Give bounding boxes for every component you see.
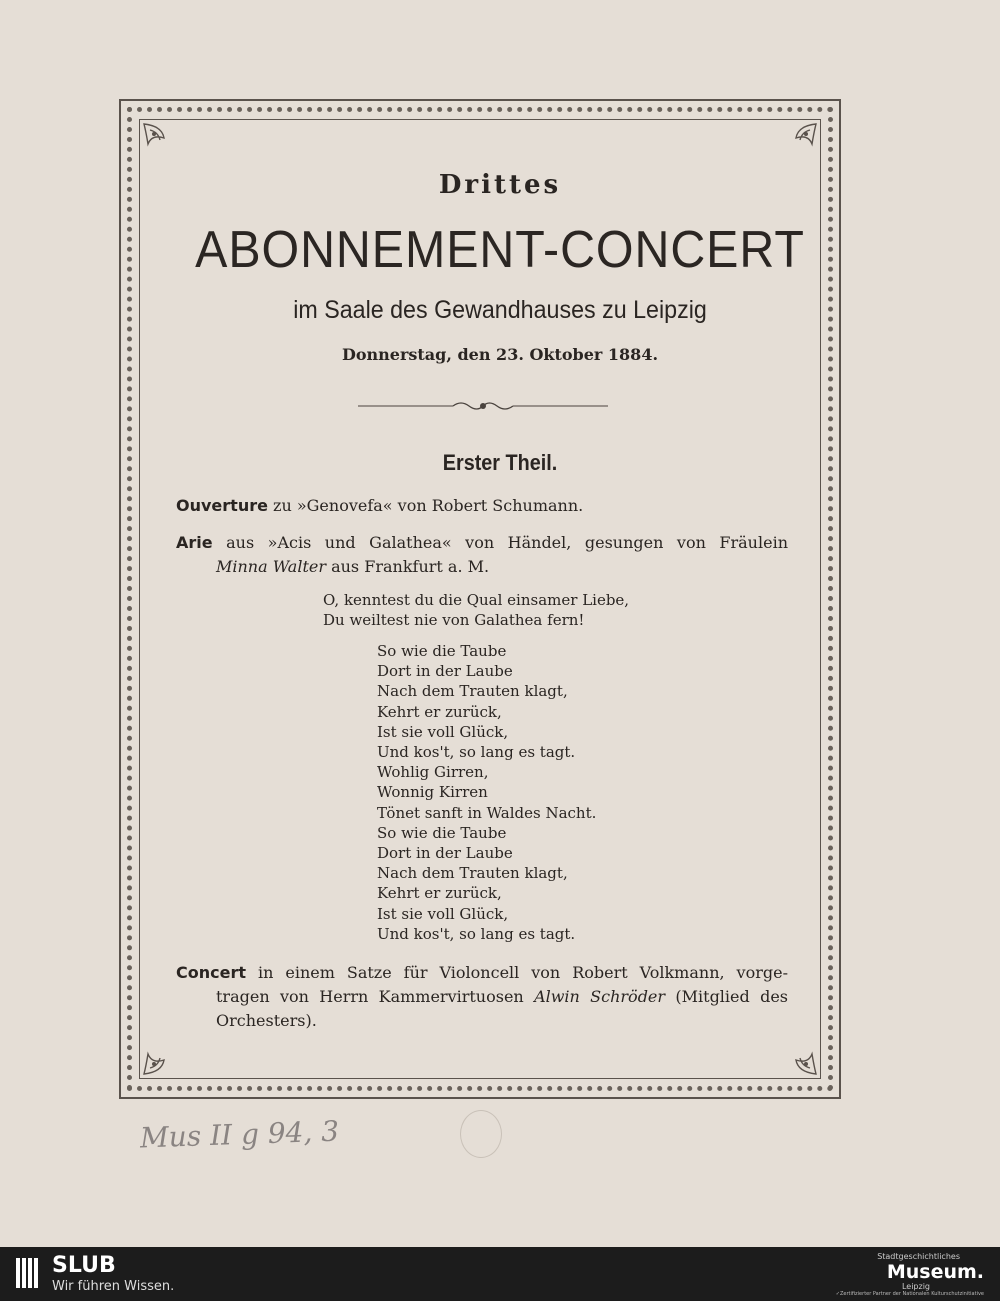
item-text: aus »Acis und Galathea« von Händel, gesungen von Fräulein [212,533,788,552]
heading-ordinal: Drittes [438,170,562,200]
item-text: (Mitglied des [665,987,789,1006]
library-name: SLUB [52,1253,116,1278]
embossed-stamp [460,1110,502,1158]
lyrics-line: Dort in der Laube [377,662,513,681]
item-label: Ouverture [176,496,268,515]
lyrics-line: Du weiltest nie von Galathea fern! [323,611,585,630]
singer-name: Minna Walter [216,557,326,576]
corner-ornament-icon [142,1036,182,1076]
item-text: tragen von Herrn Kammervirtuosen [216,987,535,1006]
museum-note: ✓Zertifizierter Partner der Nationalen Kulturschutzinitiative [835,1291,984,1297]
lyrics-line: Nach dem Trauten klagt, [377,682,568,701]
divider-ornament-icon [358,398,608,414]
lyrics-line: Nach dem Trauten klagt, [377,864,568,883]
program-item-overture [176,496,583,515]
performer-name: Alwin Schröder [534,987,666,1006]
museum-city: Leipzig [901,1282,930,1291]
lyrics-line: Wonnig Kirren [377,783,488,802]
lyrics-line: Kehrt er zurück, [377,884,502,903]
lyrics-line: Tönet sanft in Waldes Nacht. [377,803,597,822]
program-item-concert-cont [216,987,788,1006]
program-item-aria [176,533,788,552]
corner-ornament-icon [778,122,818,162]
lyrics-line: Dort in der Laube [377,844,513,863]
program-item-aria-cont [216,557,489,576]
venue: im Saale des Gewandhauses zu Leipzig [293,296,707,324]
lyrics-intro [323,590,629,630]
slub-logo-icon [16,1258,38,1288]
program-item-concert [176,963,788,982]
item-label: Arie [176,533,213,552]
item-text: in einem Satze für Violoncell von Robert Volkmann, vorge- [246,963,788,982]
corner-ornament-icon [778,1036,818,1076]
lyrics-line: Ist sie voll Glück, [377,904,509,923]
lyrics-verses [377,641,596,944]
concert-date: Donnerstag, den 23. Oktober 1884. [341,345,659,364]
item-text: aus Frankfurt a. M. [326,557,490,576]
museum-name: Museum. [886,1261,984,1283]
footer-bar [0,1247,1000,1301]
item-text: Orchesters). [216,1011,317,1030]
item-label: Concert [176,963,246,982]
lyrics-line: Kehrt er zurück, [377,702,502,721]
lyrics-line: So wie die Taube [377,642,507,660]
corner-ornament-icon [142,122,182,162]
item-text: zu »Genovefa« von Robert Schumann. [267,496,584,515]
lyrics-line: Und kos't, so lang es tagt. [377,743,576,762]
part-title: Erster Theil. [442,450,558,475]
lyrics-line: So wie die Taube [377,823,507,842]
library-tagline: Wir führen Wissen. [52,1279,175,1294]
lyrics-line: Und kos't, so lang es tagt. [377,924,576,943]
shelfmark-annotation: Mus II g 94, 3 [139,1114,340,1155]
lyrics-line: Wohlig Girren, [377,763,489,782]
lyrics-line: O, kenntest du die Qual einsamer Liebe, [323,591,630,609]
program-item-concert-end [216,1011,317,1030]
page-title: ABONNEMENT-CONCERT [195,221,805,279]
museum-prefix: Stadtgeschichtliches [877,1252,960,1261]
lyrics-line: Ist sie voll Glück, [377,722,509,741]
